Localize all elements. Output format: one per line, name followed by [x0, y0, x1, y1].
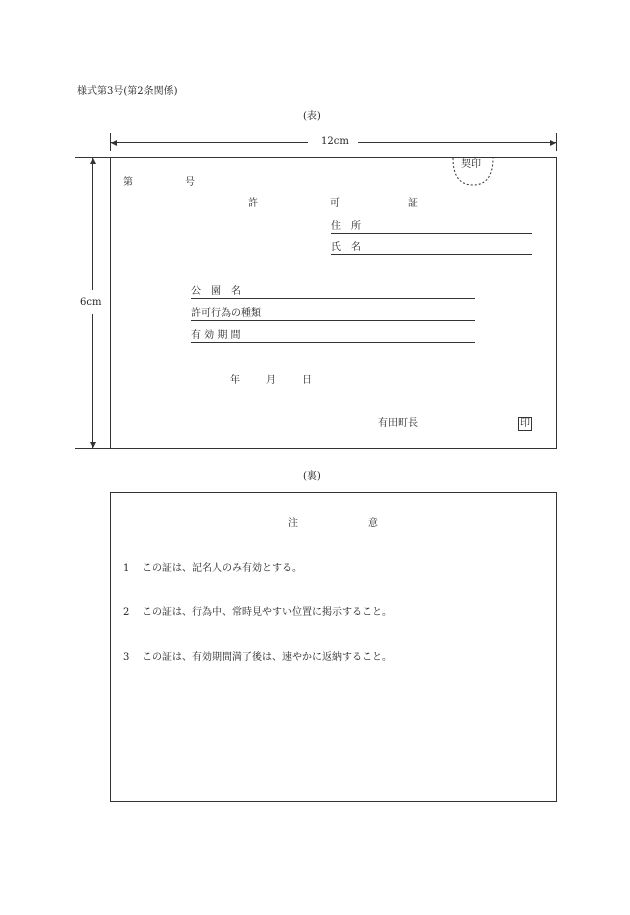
name-underline: [331, 254, 532, 255]
height-dim-label: 6cm: [80, 297, 102, 308]
address-label: 住 所: [331, 221, 361, 232]
arrow-right-icon: [550, 140, 556, 146]
number-suffix: 号: [185, 177, 195, 188]
note-text: この証は、行為中、常時見やすい位置に掲示すること。: [142, 607, 392, 618]
period-label: 有 効 期 間: [191, 330, 241, 341]
issuer: 有田町長: [378, 418, 418, 429]
width-dim-label: 12cm: [321, 136, 349, 147]
name-label: 氏 名: [331, 242, 361, 253]
note-number: 2: [123, 607, 130, 618]
title-char-3: 証: [408, 198, 418, 209]
title-char-1: 許: [248, 198, 258, 209]
activity-underline: [191, 320, 475, 321]
notes-title-char-2: 意: [368, 518, 378, 529]
park-label: 公 園 名: [191, 286, 241, 297]
note-text: この証は、記名人のみ有効とする。: [142, 563, 302, 574]
date-day: 日: [302, 375, 312, 386]
notes-title-char-1: 注: [288, 518, 298, 529]
period-underline: [191, 342, 475, 343]
back-heading: (裏): [303, 471, 321, 482]
number-prefix: 第: [123, 177, 133, 188]
height-dim-line-bottom: [92, 314, 93, 448]
date-month: 月: [266, 375, 276, 386]
activity-label: 許可行為の種類: [191, 308, 261, 319]
height-dim-line-top: [92, 158, 93, 290]
width-dim-line-left: [111, 142, 308, 143]
date-year: 年: [230, 375, 240, 386]
width-dim-line-right: [358, 142, 556, 143]
arrow-up-icon: [90, 158, 96, 164]
stamp-box: 印: [520, 418, 530, 429]
note-text: この証は、有効期間満了後は、速やかに返納すること。: [142, 652, 392, 663]
form-header: 様式第3号(第2条関係): [77, 86, 178, 97]
park-underline: [191, 298, 475, 299]
width-dim-right-tick: [556, 133, 557, 151]
title-char-2: 可: [330, 198, 340, 209]
arrow-down-icon: [90, 442, 96, 448]
arrow-left-icon: [111, 140, 117, 146]
front-heading: (表): [303, 111, 321, 122]
height-dim-bottom-tick: [75, 448, 111, 449]
seal-label: 契印: [461, 159, 481, 170]
permit-card-back: [110, 492, 557, 802]
address-underline: [331, 233, 532, 234]
note-number: 3: [123, 652, 130, 663]
note-number: 1: [123, 563, 130, 574]
